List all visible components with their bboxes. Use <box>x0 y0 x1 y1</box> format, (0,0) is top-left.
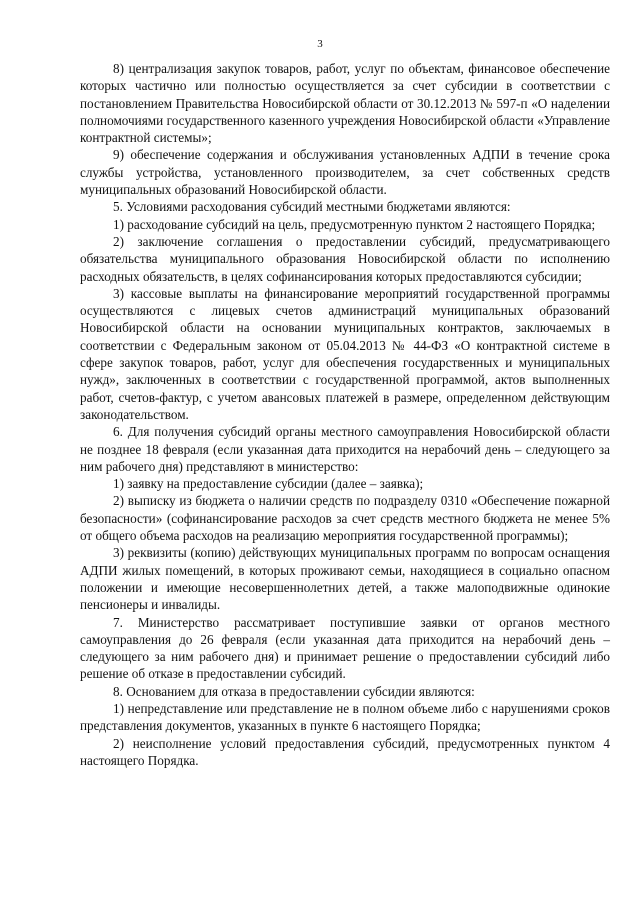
section-8-item-2: 2) неисполнение условий предоставления субсидий, предусмотренных пунктом 4 настоящего Порядка. <box>80 735 610 768</box>
section-8-item-1: 1) непредставление или представление не в полном объеме либо с нарушениями сроков представления документов, указанных в пункте 6 настоящего Порядка; <box>80 700 610 734</box>
section-7-paragraph: 7. Министерство рассматривает поступившие заявки от органов местного самоуправления до 26 февраля (если указанная дата приходится на нерабочий день – следующего за ним рабочего дня) и принимает решение о предоставлении субсидий либо решение об отказе в предоставлении субсидий. <box>80 614 610 682</box>
section-6-item-2: 2) выписку из бюджета о наличии средств по подразделу 0310 «Обеспечение пожарной безопасности» (софинансирование расходов за счет средств местного бюджета не менее 5% от общего объема расходов на реализацию мероприятия государственной программы); <box>80 493 610 544</box>
section-5-item-3: 3) кассовые выплаты на финансирование мероприятий государственной программы осуществляются с лицевых счетов администраций муниципальных образований Новосибирской области на основании муниципальных контрактов, заключаемых в соответствии с Федеральным законом от 05.04.2013 № 44-ФЗ «О контрактной системе в сфере закупок товаров, работ, услуг для обеспечения государственных и муниципальных нужд», заключенных в соответствии с государственной программой, актов выполненных работ, счетов-фактур, с учетом авансовых платежей в размере, определенном действующим законодательством. <box>80 285 610 422</box>
paragraph-8-centralization: 8) централизация закупок товаров, работ, услуг по объектам, финансовое обеспечение которых частично или полностью осуществляется за счет субсидии в соответствии с постановлением Правительства Новосибирской области от 30.12.2013 № 597-п «О наделении полномочиями государственного казенного учреждения Новосибирской области «Управление контрактной системы»; <box>80 61 610 146</box>
paragraph-9-maintenance: 9) обеспечение содержания и обслуживания установленных АДПИ в течение срока службы устройства, установленного производителем, за счет собственных средств муниципальных образований Новосибирской области. <box>80 147 610 198</box>
section-6-item-3: 3) реквизиты (копию) действующих муниципальных программ по вопросам оснащения АДПИ жилых помещений, в которых проживают семьи, находящиеся в социально опасном положении и имеющие несовершеннолетних детей, а также малоподвижные одинокие пенсионеры и инвалиды. <box>80 545 610 613</box>
section-5-heading: 5. Условиями расходования субсидий местными бюджетами являются: <box>113 199 511 215</box>
section-5-item-1: 1) расходование субсидий на цель, предусмотренную пунктом 2 настоящего Порядка; <box>113 216 596 232</box>
section-6-item-1: 1) заявку на предоставление субсидии (далее – заявка); <box>113 476 424 492</box>
document-body <box>80 60 610 769</box>
page-number: 3 <box>317 38 323 50</box>
section-8-heading: 8. Основанием для отказа в предоставлении субсидии являются: <box>113 683 475 699</box>
section-5-item-2: 2) заключение соглашения о предоставлении субсидий, предусматривающего обязательства муниципального образования Новосибирской области по исполнению расходных обязательств, в целях софинансирования которых предоставляются субсидии; <box>80 233 610 284</box>
section-6-heading: 6. Для получения субсидий органы местного самоуправления Новосибирской области не позднее 18 февраля (если указанная дата приходится на нерабочий день – следующего за ним рабочего дня) представляют в министерство: <box>80 424 610 474</box>
